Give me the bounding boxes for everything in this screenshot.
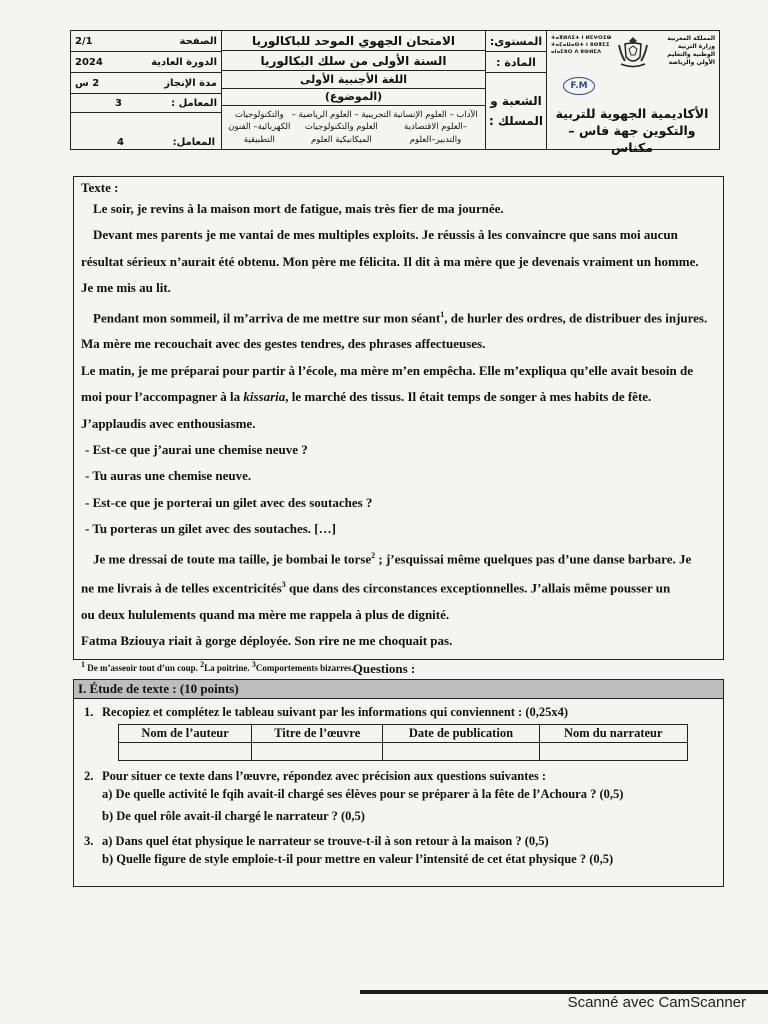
footnote-text: Comportements bizarres. [255,662,354,673]
question-text: Recopiez et complétez le tableau suivant par les informations qui conviennent : (0,25x4) [102,705,569,719]
coef2-row [71,113,221,171]
question-number: 3. [84,834,94,848]
level-label [486,31,546,52]
text-paragraph: Le matin, je me préparai pour partir à l’école, ma mère m’en empêcha. Elle m’expliqua qu’elle avait besoin de [81,362,693,378]
question-3a [84,833,549,849]
question-text: Dans quel état physique le narrateur se trouve-t-il à son retour à la maison ? (0,5) [115,834,549,848]
subquestion-label: b) [102,809,114,823]
question-2a [102,786,623,802]
table-header-cell: Date de publication [383,725,539,743]
text-span: , le marché des tissus. Il était temps de songer à mes habits de fête. [285,389,652,405]
table-header-cell: Nom du narrateur [539,725,687,743]
branch-line: التجريبية – العلوم الرياضية – العلوم والتكنولوجيات الميكانيكية العلوم [291,109,392,145]
table-header-cell: Nom de l’auteur [119,725,252,743]
subquestion-label: b) [102,852,114,866]
branch-line: والتكنولوجيات الكهربائية– الفنون التطبيقية [228,109,291,145]
scanner-watermark: Scanné avec CamScanner [567,994,746,1011]
question-3b [102,851,613,867]
text-paragraph: Fatma Bziouya riait à gorge déployée. Son rire ne me choquait pas. [81,633,453,649]
question-text: De quelle activité le fqih avait-il chargé ses élèves pour se préparer à la fête de l’Achoura ? (0,5) [115,787,624,801]
answer-cell[interactable] [383,743,539,761]
ministry-arabic [667,35,715,67]
page-value: 2/1 [75,35,93,47]
ministry-line: المملكة المغربية [667,35,715,42]
text-paragraph: Ma mère me recouchait avec des gestes tendres, des phrases affectueuses. [81,336,486,352]
text-paragraph: résultat sérieux n’aurait été obtenu. Mon père me félicita. Il dit à ma mère que je devenais vraiment un homme. [81,253,699,269]
coef1-row [71,94,221,113]
text-span: Pendant mon sommeil, il m’arriva de me mettre sur mon séant [93,309,441,325]
text-span: Je me dressai de toute ma taille, je bombai le torse [93,550,372,566]
answer-cell[interactable] [119,743,252,761]
dialogue-line: - Tu porteras un gilet avec des soutaches. […] [85,521,336,537]
exam-title: الامتحان الجهوي الموحد للباكالوريا [222,31,485,51]
text-paragraph [81,572,716,602]
tifinagh-line: ⵜⴰⵎⴰⵡⴰⵙⵜ ⵏ ⵓⵙⴳⵎⵉ [551,42,610,48]
text-span: ; j’esquissai même quelques pas d’une danse barbare. Je [375,550,692,566]
page-row [71,31,221,52]
page-label: الصفحة [179,35,217,47]
dialogue-line: - Tu auras une chemise neuve. [85,468,252,484]
text-paragraph: Je me mis au lit. [81,280,171,296]
header-info-column [71,31,222,149]
tifinagh-line: ⴰⵏⴰⵎⵓⵔ ⴷ ⵓⵙⵍⵎⴷ [551,49,602,55]
academy-name: الأكاديمية الجهوية للتربية والتكوين جهة فاس – مكناس [555,106,709,155]
text-paragraph: Le soir, je revins à la maison mort de fatigue, mais très fier de ma journée. [93,201,504,216]
answer-table [118,724,688,761]
answer-cell[interactable] [539,743,687,761]
session-row [71,52,221,73]
ministry-line: الوطنية والتعليم [667,51,715,58]
question-number: 2. [84,769,94,783]
subject-label [486,52,546,73]
header-subject-column [222,31,486,149]
table-header-row [119,725,688,743]
year-value: 2024 [75,56,103,68]
dialogue-line: - Est-ce que je porterai un gilet avec des soutaches ? [85,494,373,510]
section-heading: I. Étude de texte : (10 points) [74,680,723,699]
coef1-value: 3 [115,97,122,109]
italic-word: kissaria [243,389,286,405]
footnote-number: 3 [251,659,256,669]
subject-value: اللغة الأجنبية الأولى [222,71,485,88]
duration-label: مدة الإنجاز [164,77,217,89]
coef1-label: المعامل : [171,97,217,109]
ministry-line: الأولي والرياضة [668,59,715,66]
text-span: moi pour l’accompagner à la [81,389,244,405]
coef2-label: المعامل: [172,136,215,148]
footnote-text: La poitrine. [204,662,250,673]
footnote-text: De m’asseoir tout d’un coup. [87,662,198,673]
coat-of-arms-icon [615,35,651,69]
subquestion-label: a) [102,787,113,801]
text-span: , de hurler des ordres, de distribuer des injures. [444,309,708,325]
subject-sub: (الموضوع) [222,89,485,106]
text-paragraph: Devant mes parents je me vantai de mes multiples exploits. Je réussis à les convaincre que sans moi aucun [93,227,678,243]
table-row [119,743,688,761]
level-value: السنة الأولى من سلك البكالوريا [222,51,485,71]
text-span: que dans des circonstances exceptionnelles. J’allais même pousser un [285,580,671,596]
question-2 [84,768,546,784]
answer-cell[interactable] [252,743,383,761]
footnote-number: 2 [200,659,205,669]
footnote-ref: 1 [440,309,445,319]
branch-label [486,73,546,149]
exam-header [70,30,720,155]
dialogue-line: - Est-ce que j’aurai une chemise neuve ? [85,441,308,457]
fm-badge: F.M [563,77,595,95]
question-2b [102,808,365,824]
text-paragraph [81,384,716,410]
footnote-number: 1 [81,659,85,669]
session-label: الدورة العادية [151,56,217,68]
subquestion-label: a) [102,834,113,848]
text-paragraph: ou deux hululements quand ma mère me rappela à plus de dignité. [81,607,450,623]
question-text: Quelle figure de style emploie-t-il pour mettre en valeur l’intensité de cet état physique ? (0,5) [116,852,614,866]
ministry-block [547,31,719,155]
questions-title: Questions : [352,661,416,676]
text-span: ne me livrais à de telles excentricités [81,580,282,596]
ministry-tifinagh [551,35,611,56]
questions-box [73,679,724,887]
footnote-ref: 2 [371,550,376,560]
table-header-cell: Titre de l’œuvre [252,725,383,743]
header-label-column [486,31,547,149]
coef2-value: 4 [117,136,124,148]
level-label-text: المستوى: [489,34,543,48]
text-label: Texte : [81,180,119,195]
text-paragraph [81,302,716,332]
branch-label-line2: المسلك : [489,114,543,128]
branch-label-line1: الشعبة و [490,94,542,108]
branches-list [222,106,485,149]
text-paragraph [81,543,716,573]
subject-label-text: المادة : [496,55,536,69]
text-paragraph: J’applaudis avec enthousiasme. [81,415,256,431]
question-text: Pour situer ce texte dans l’œuvre, répondez avec précision aux questions suivantes : [102,769,547,783]
question-text: De quel rôle avait-il chargé le narrateur ? (0,5) [116,809,365,823]
branch-line: الآداب – العلوم الإنسانية –العلوم الاقتصادية والتدبير–العلوم [393,109,478,145]
question-1 [84,704,568,720]
duration-row [71,73,221,94]
footnote-ref: 3 [281,580,286,590]
ministry-line: وزارة التربية [677,43,715,50]
duration-value: 2 س [75,77,100,89]
question-number: 1. [84,705,94,719]
tifinagh-line: ⵜⴰⴳⵍⴷⵉⵜ ⵏ ⵍⵎⵖⵔⵉⴱ [551,35,612,41]
